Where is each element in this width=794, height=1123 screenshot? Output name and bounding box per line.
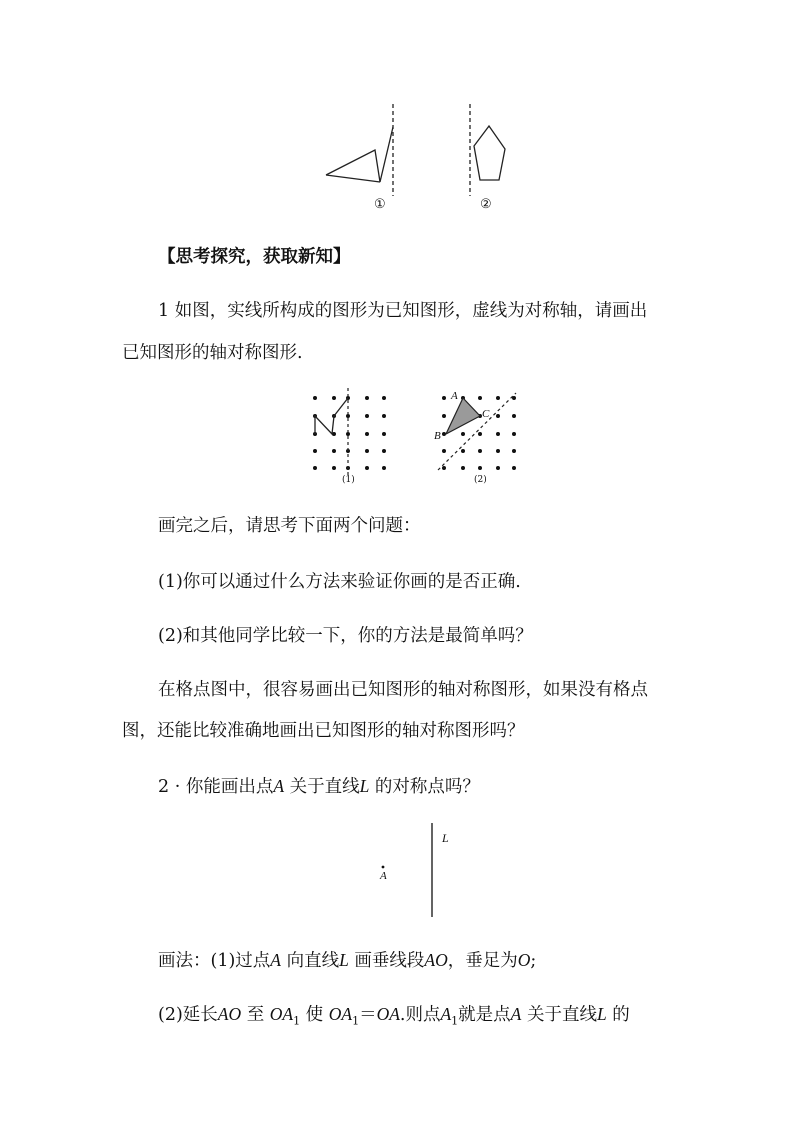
grid2-point-b: B (434, 430, 441, 442)
grid2-point-a: A (451, 390, 458, 402)
q2-text: 2 · 你能画出点A 关于直线L 的对称点吗？ (158, 776, 480, 797)
after-text: 画完之后，请思考下面两个问题： (158, 516, 421, 536)
sub-question-1: (1)你可以通过什么方法来验证你画的是否正确. (158, 572, 521, 592)
para-line1: 在格点图中，很容易画出已知图形的轴对称图形，如果没有格点 (158, 680, 648, 700)
grid2-point-c: C (482, 408, 490, 420)
sub-question-2: (2)和其他同学比较一下，你的方法是最简单吗？ (158, 626, 533, 646)
line-l-label: L (442, 831, 449, 845)
point-a-dot (382, 866, 385, 869)
q1-line2: 已知图形的轴对称图形. (122, 343, 303, 363)
grid1-label: (1) (342, 475, 355, 485)
figure1-label: ① (374, 197, 386, 212)
section-heading: 【思考探究，获取新知】 (158, 247, 351, 267)
method-step1: 画法：(1)过点A 向直线L 画垂线段AO，垂足为O; (158, 950, 537, 971)
para-line2: 图，还能比较准确地画出已知图形的轴对称图形吗？ (122, 721, 525, 741)
q1-line1: 1 如图，实线所构成的图形为已知图形，虚线为对称轴，请画出 (158, 301, 648, 321)
point-a-label: A (380, 870, 387, 882)
grid2-label: (2) (474, 475, 487, 485)
figure2-label: ② (480, 197, 492, 212)
method-step2: (2)延长AO 至 $OA_1$ 使 $OA_1=OA$.则点$A_1$就是点A 关于直线L 的 (158, 1004, 630, 1028)
